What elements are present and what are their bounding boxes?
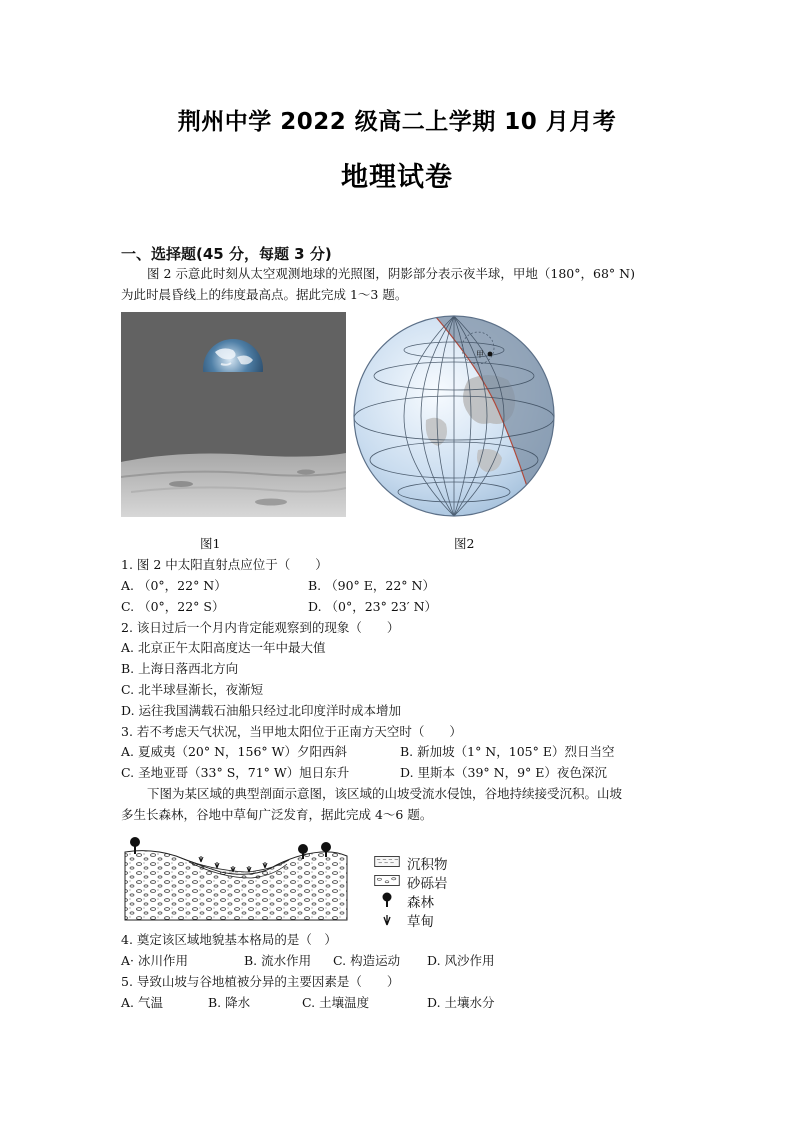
q5-option-d: D. 土壤水分 <box>427 995 495 1010</box>
intro-line: 图 2 示意此时刻从太空观测地球的光照图，阴影部分表示夜半球，甲地（180°，68° N) <box>147 266 635 281</box>
question-1-stem: 1. 图 2 中太阳直射点应位于（ ） <box>121 557 328 572</box>
intro-line: 下图为某区域的典型剖面示意图，该区域的山坡受流水侵蚀，谷地持续接受沉积。山坡 <box>147 786 623 801</box>
figure-2-caption: 图2 <box>454 536 475 551</box>
section1-intro <box>121 263 681 305</box>
question-5-stem: 5. 导致山坡与谷地植被分异的主要因素是（ ） <box>121 974 400 989</box>
q3-option-d: D. 里斯本（39° N，9° E）夜色深沉 <box>400 765 607 780</box>
legend-label: 草甸 <box>407 914 434 930</box>
legend-label: 森林 <box>407 895 434 911</box>
question-4-stem: 4. 奠定该区域地貌基本格局的是（ ） <box>121 932 337 947</box>
jia-point-marker <box>488 352 493 357</box>
exam-title: 荆州中学 2022 级高二上学期 10 月月考 <box>177 109 617 135</box>
legend-label: 砂砾岩 <box>407 876 448 892</box>
intro-line: 为此时晨昏线上的纬度最高点。据此完成 1～3 题。 <box>121 287 408 302</box>
q3-option-b: B. 新加坡（1° N，105° E）烈日当空 <box>400 744 615 759</box>
section-heading: 一、选择题(45 分，每题 3 分) <box>121 245 332 263</box>
q5-option-a: A. 气温 <box>121 995 163 1010</box>
q4-option-c: C. 构造运动 <box>333 953 401 968</box>
q1-option-b: B. （90° E，22° N） <box>308 578 435 593</box>
exam-subject-title: 地理试卷 <box>341 162 453 193</box>
q2-option-d: D. 运往我国满载石油船只经过北印度洋时成本增加 <box>121 703 402 718</box>
q1-option-d: D. （0°，23° 23′ N） <box>308 599 438 614</box>
sediment-swatch-icon <box>373 856 401 867</box>
grass-icon <box>380 912 394 926</box>
question-2-stem: 2. 该日过后一个月内肯定能观察到的现象（ ） <box>121 620 400 635</box>
q4-option-d: D. 风沙作用 <box>427 953 495 968</box>
q1-option-a: A. （0°，22° N） <box>121 578 227 593</box>
intro-line: 多生长森林，谷地中草甸广泛发育，据此完成 4～6 题。 <box>121 807 433 822</box>
q4-option-a: A· 冰川作用 <box>121 953 188 968</box>
question-3-stem: 3. 若不考虑天气状况，当甲地太阳位于正南方天空时（ ） <box>121 724 462 739</box>
cross-section-diagram <box>121 834 351 922</box>
legend-label: 沉积物 <box>407 857 448 873</box>
figure-1-caption: 图1 <box>200 536 221 551</box>
q4-option-b: B. 流水作用 <box>244 953 312 968</box>
jia-label: 甲 <box>476 350 484 359</box>
figure-1-earthrise-photo <box>121 312 346 517</box>
section2-intro <box>121 783 681 825</box>
q3-option-c: C. 圣地亚哥（33° S，71° W）旭日东升 <box>121 765 350 780</box>
q2-option-c: C. 北半球昼渐长，夜渐短 <box>121 682 264 697</box>
q2-option-b: B. 上海日落西北方向 <box>121 661 239 676</box>
q5-option-b: B. 降水 <box>208 995 251 1010</box>
tree-icon <box>380 892 394 908</box>
q2-option-a: A. 北京正午太阳高度达一年中最大值 <box>121 640 326 655</box>
figure-2-illuminated-globe <box>348 310 560 522</box>
q3-option-a: A. 夏威夷（20° N，156° W）夕阳西斜 <box>121 744 347 759</box>
q1-option-c: C. （0°，22° S） <box>121 599 225 614</box>
gravel-swatch-icon <box>373 875 401 886</box>
q5-option-c: C. 土壤温度 <box>302 995 370 1010</box>
